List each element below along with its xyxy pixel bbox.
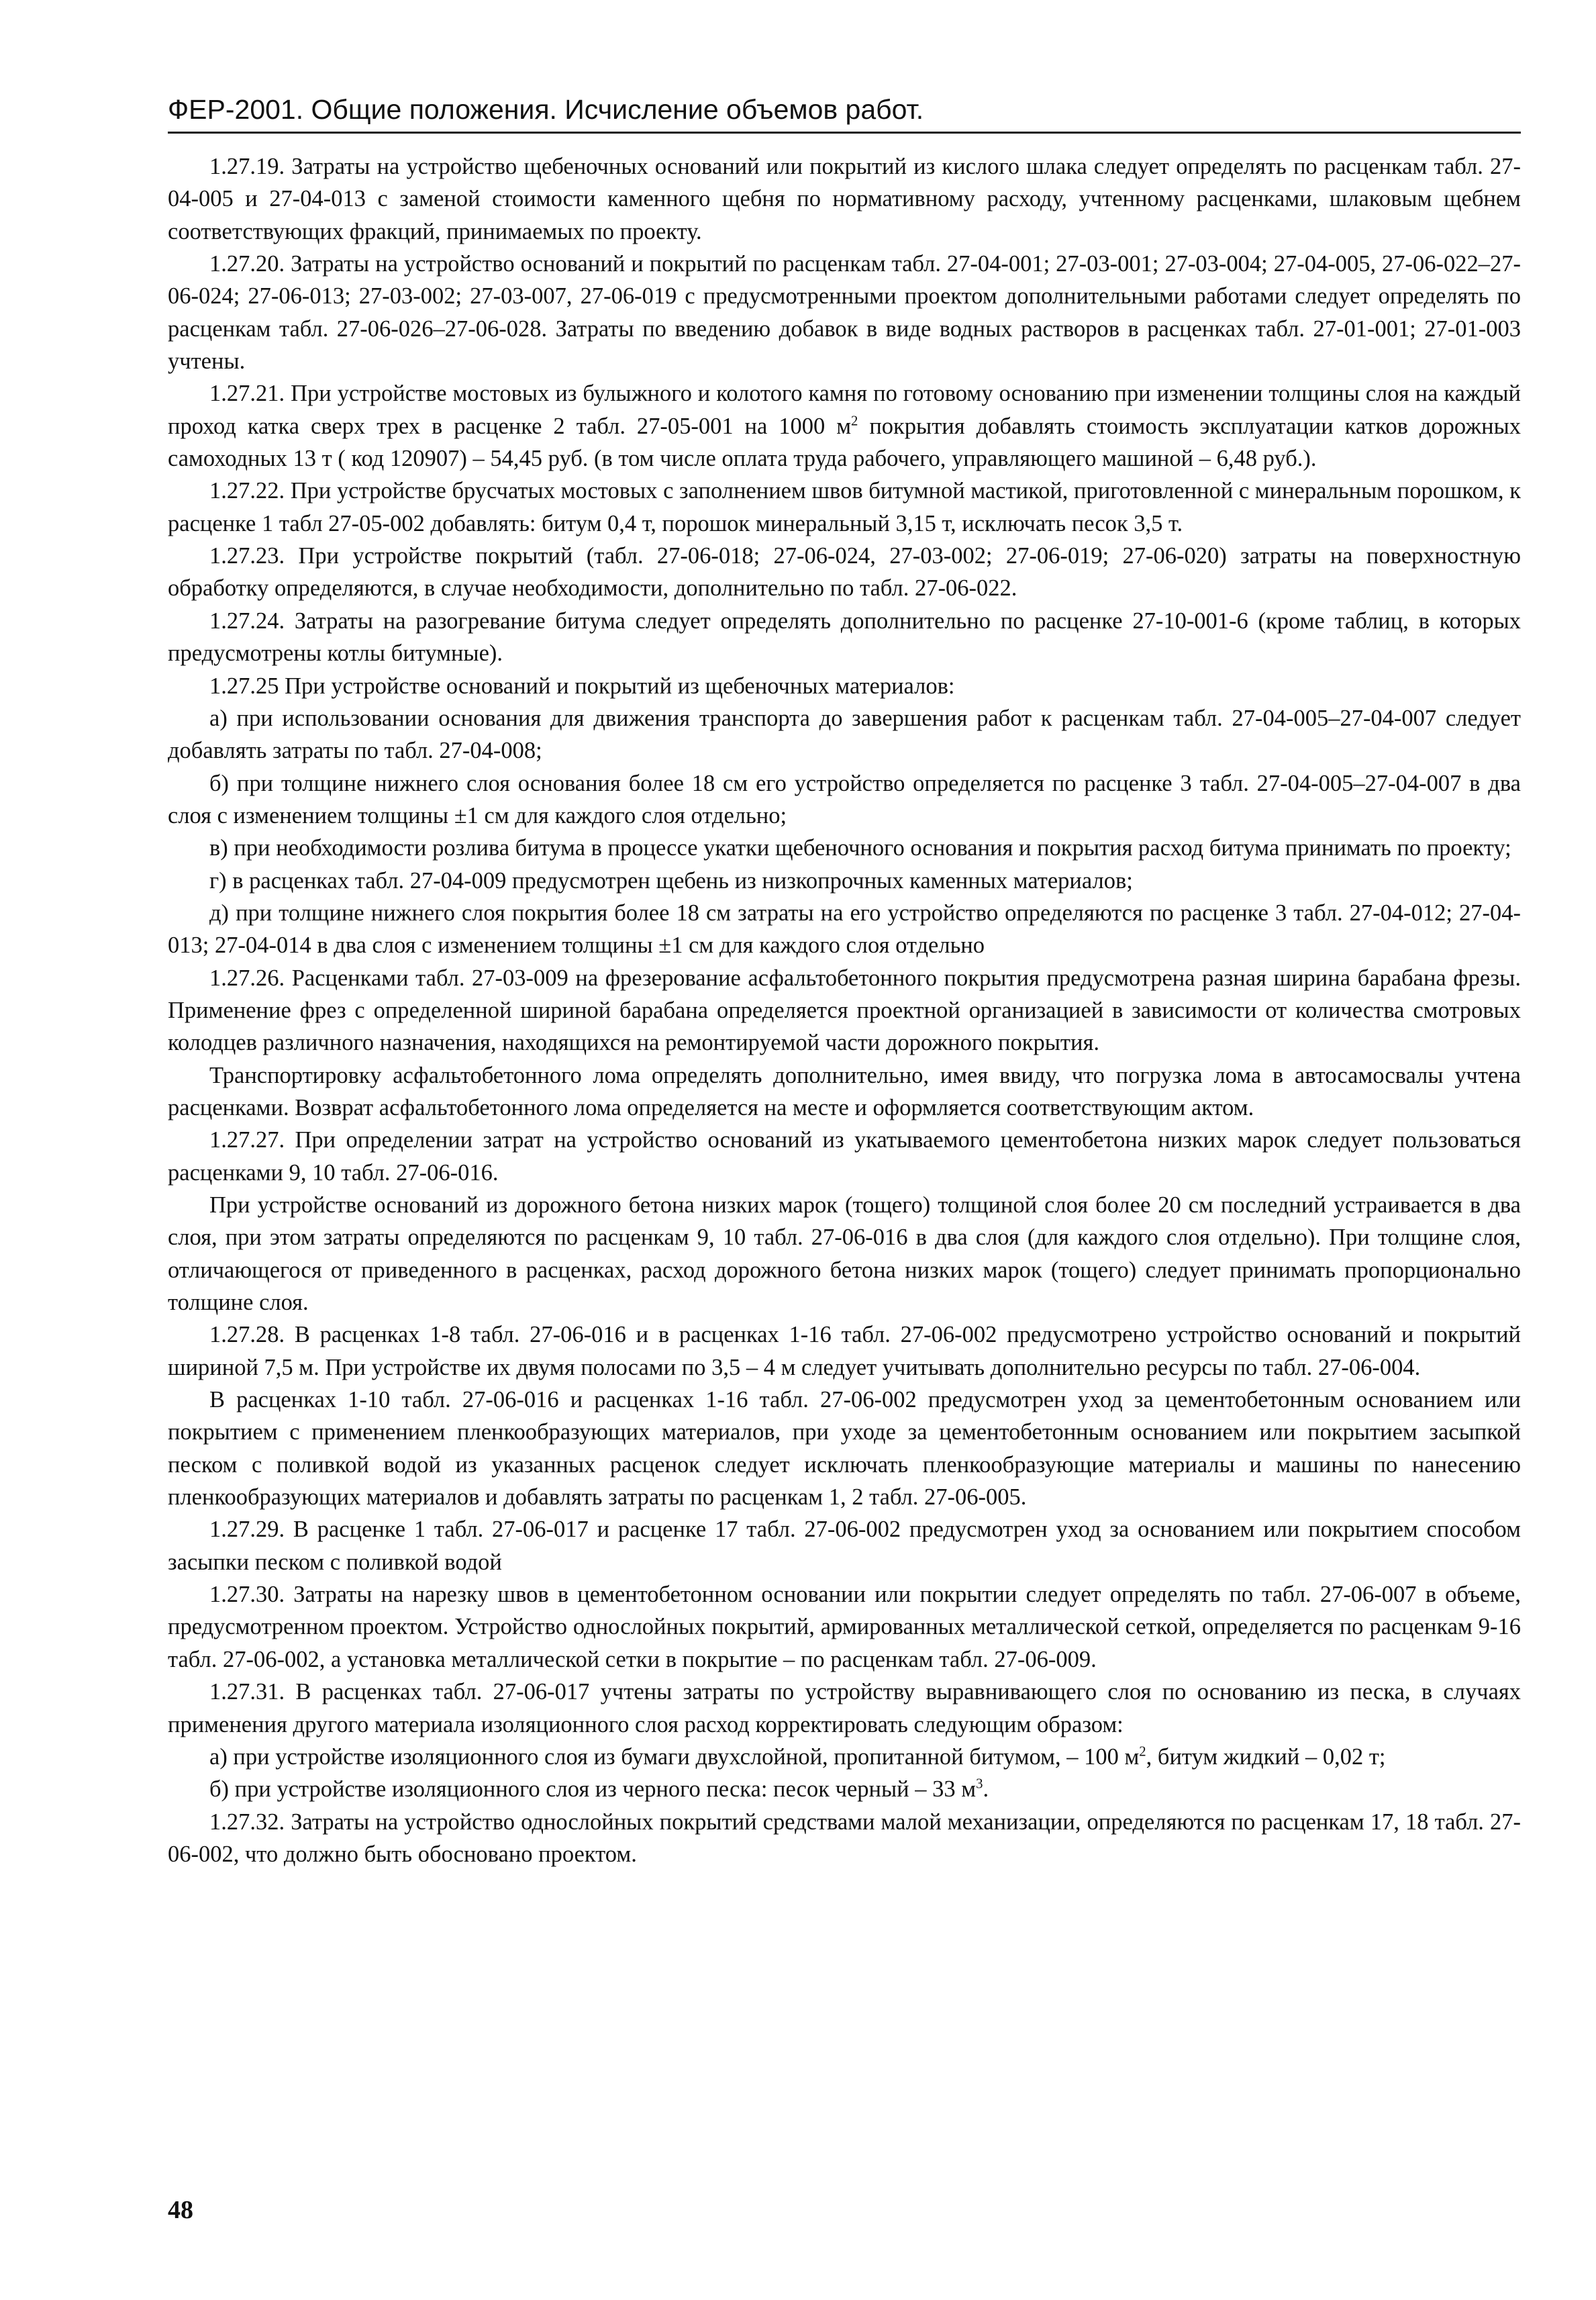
paragraph [168, 702, 1521, 767]
paragraph-text: 1.27.19. Затраты на устройство щебеночных оснований или покрытий из кислого шлака следует определять по расценкам табл. 27-04-005 и 27-04-013 с заменой стоимости каменного щебня по нормативному расходу, учтенному расценками, шлаковым щебнем соответствующих фракций, принимаемых по проекту. [168, 154, 1521, 244]
paragraph-text: 1.27.21. При устройстве мостовых из булыжного и колотого камня по готовому основанию при изменении толщины слоя на каждый проход катка сверх трех в расценке 2 табл. 27-05-001 на 1000 м [168, 381, 1521, 439]
paragraph [168, 865, 1521, 897]
superscript: 3 [976, 1776, 983, 1792]
document-body [168, 150, 1521, 1870]
paragraph [168, 1124, 1521, 1189]
paragraph [168, 1384, 1521, 1513]
paragraph [168, 897, 1521, 962]
paragraph-text: 1.27.32. Затраты на устройство однослойных покрытий средствами малой механизации, определяются по расценкам 17, 18 табл. 27-06-002, что должно быть обосновано проектом. [168, 1809, 1521, 1867]
running-header: ФЕР-2001. Общие положения. Исчисление объемов работ. [168, 94, 924, 125]
paragraph-text: 1.27.30. Затраты на нарезку швов в цементобетонном основании или покрытии следует определять по табл. 27-06-007 в объеме, предусмотренном проектом. Устройство однослойных покрытий, армированных металлической сеткой, определяется по расценкам 9-16 табл. 27-06-002, а установка металлической сетки в покрытие – по расценкам табл. 27-06-009. [168, 1582, 1521, 1672]
paragraph [168, 1806, 1521, 1871]
paragraph [168, 377, 1521, 475]
superscript: 2 [851, 414, 858, 429]
paragraph [168, 1773, 1521, 1805]
paragraph-text: Транспортировку асфальтобетонного лома определять дополнительно, имея ввиду, что погрузка лома в автосамосвалы учтена расценками. Возврат асфальтобетонного лома определяется на месте и оформляется соответствующим актом. [168, 1062, 1521, 1120]
paragraph-text: При устройстве оснований из дорожного бетона низких марок (тощего) толщиной слоя более 20 см последний устраивается в два слоя, при этом затраты определяются по расценкам 9, 10 табл. 27-06-016 в два слоя (для каждого слоя отдельно). При толщине слоя, отличающегося от приведенного в расценках, расход дорожного бетона низких марок (тощего) следует принимать пропорционально толщине слоя. [168, 1192, 1521, 1316]
paragraph [168, 832, 1521, 864]
paragraph-text: 1.27.26. Расценками табл. 27-03-009 на фрезерование асфальтобетонного покрытия предусмотрена разная ширина барабана фрезы. Применение фрез с определенной шириной барабана определяется проектной организацией в зависимости от количества смотровых колодцев различного назначения, находящихся на ремонтируемой части дорожного покрытия. [168, 965, 1521, 1056]
paragraph [168, 540, 1521, 605]
paragraph [168, 670, 1521, 702]
paragraph-text: б) при устройстве изоляционного слоя из черного песка: песок черный – 33 м [209, 1776, 977, 1803]
paragraph [168, 1059, 1521, 1124]
paragraph-text: а) при устройстве изоляционного слоя из бумаги двухслойной, пропитанной битумом, – 100 м [209, 1743, 1140, 1770]
paragraph-text: г) в расценках табл. 27-04-009 предусмотрен щебень из низкопрочных каменных материалов; [209, 867, 1133, 894]
paragraph-text: 1.27.27. При определении затрат на устройство оснований из укатываемого цементобетона низких марок следует пользоваться расценками 9, 10 табл. 27-06-016. [168, 1127, 1521, 1186]
paragraph-text: 1.27.28. В расценках 1-8 табл. 27-06-016 и в расценках 1-16 табл. 27-06-002 предусмотрено устройство оснований и покрытий шириной 7,5 м. При устройстве их двумя полосами по 3,5 – 4 м следует учитывать дополнительно ресурсы по табл. 27-06-004. [168, 1322, 1521, 1380]
paragraph-text: в) при необходимости розлива битума в процессе укатки щебеночного основания и покрытия расход битума принимать по проекту; [209, 835, 1511, 861]
paragraph [168, 1578, 1521, 1676]
paragraph-text: 1.27.25 При устройстве оснований и покрытий из щебеночных материалов: [209, 673, 955, 699]
paragraph-text: В расценках 1-10 табл. 27-06-016 и расценках 1-16 табл. 27-06-002 предусмотрен уход за цементобетонным основанием или покрытием с применением пленкообразующих материалов, при уходе за цементобетонным основанием или покрытием засыпкой песком с поливкой водой из указанных расценок следует исключать пленкообразующие материалы и машины по нанесению пленкообразующих материалов и добавлять затраты по расценкам 1, 2 табл. 27-06-005. [168, 1387, 1521, 1511]
paragraph-text: 1.27.23. При устройстве покрытий (табл. 27-06-018; 27-06-024, 27-03-002; 27-06-019; 27-06-020) затраты на поверхностную обработку определяются, в случае необходимости, дополнительно по табл. 27-06-022. [168, 543, 1521, 602]
paragraph-text: 1.27.31. В расценках табл. 27-06-017 учтены затраты по устройству выравнивающего слоя по основанию из песка, в случаях применения другого материала изоляционного слоя расход корректировать следующим образом: [168, 1679, 1521, 1737]
paragraph [168, 1319, 1521, 1384]
paragraph [168, 475, 1521, 540]
superscript: 2 [1139, 1744, 1146, 1760]
paragraph-text: а) при использовании основания для движения транспорта до завершения работ к расценкам табл. 27-04-005–27-04-007 следует добавлять затраты по табл. 27-04-008; [168, 705, 1521, 764]
paragraph-text: 1.27.20. Затраты на устройство оснований и покрытий по расценкам табл. 27-04-001; 27-03-001; 27-03-004; 27-04-005, 27-06-022–27-06-024; 27-06-013; 27-03-002; 27-03-007, 27-06-019 с предусмотренными проектом дополнительными работами следует определять по расценкам табл. 27-06-026–27-06-028. Затраты по введению добавок в виде водных растворов в расценках табл. 27-01-001; 27-01-003 учтены. [168, 251, 1521, 375]
paragraph-text: б) при толщине нижнего слоя основания более 18 см его устройство определяется по расценке 3 табл. 27-04-005–27-04-007 в два слоя с изменением толщины ±1 см для каждого слоя отдельно; [168, 770, 1521, 828]
paragraph [168, 1513, 1521, 1578]
header-rule [168, 132, 1521, 134]
paragraph-text: 1.27.22. При устройстве брусчатых мостовых с заполнением швов битумной мастикой, приготовленной с минеральным порошком, к расценке 1 табл 27-05-002 добавлять: битум 0,4 т, порошок минеральный 3,15 т, исключать песок 3,5 т. [168, 478, 1521, 536]
paragraph-text: 1.27.29. В расценке 1 табл. 27-06-017 и расценке 17 табл. 27-06-002 предусмотрен уход за основанием или покрытием способом засыпки песком с поливкой водой [168, 1517, 1521, 1575]
paragraph [168, 150, 1521, 248]
paragraph-text-continued: покрытия добавлять стоимость эксплуатации катков дорожных самоходных 13 т ( код 120907) – 54,45 руб. (в том числе оплата труда рабочего, управляющего машиной – 6,48 руб.). [168, 413, 1521, 472]
paragraph-text-continued: . [983, 1776, 989, 1803]
paragraph-text-continued: , битум жидкий – 0,02 т; [1146, 1743, 1386, 1770]
paragraph [168, 1741, 1521, 1773]
page-number: 48 [168, 2196, 193, 2224]
paragraph-text: д) при толщине нижнего слоя покрытия более 18 см затраты на его устройство определяются по расценке 3 табл. 27-04-012; 27-04-013; 27-04-014 в два слоя с изменением толщины ±1 см для каждого слоя отдельно [168, 900, 1521, 959]
paragraph [168, 767, 1521, 832]
paragraph [168, 962, 1521, 1059]
paragraph [168, 1189, 1521, 1319]
paragraph [168, 248, 1521, 377]
paragraph-text: 1.27.24. Затраты на разогревание битума следует определять дополнительно по расценке 27-10-001-6 (кроме таблиц, в которых предусмотрены котлы битумные). [168, 608, 1521, 667]
paragraph [168, 1676, 1521, 1741]
paragraph [168, 605, 1521, 670]
